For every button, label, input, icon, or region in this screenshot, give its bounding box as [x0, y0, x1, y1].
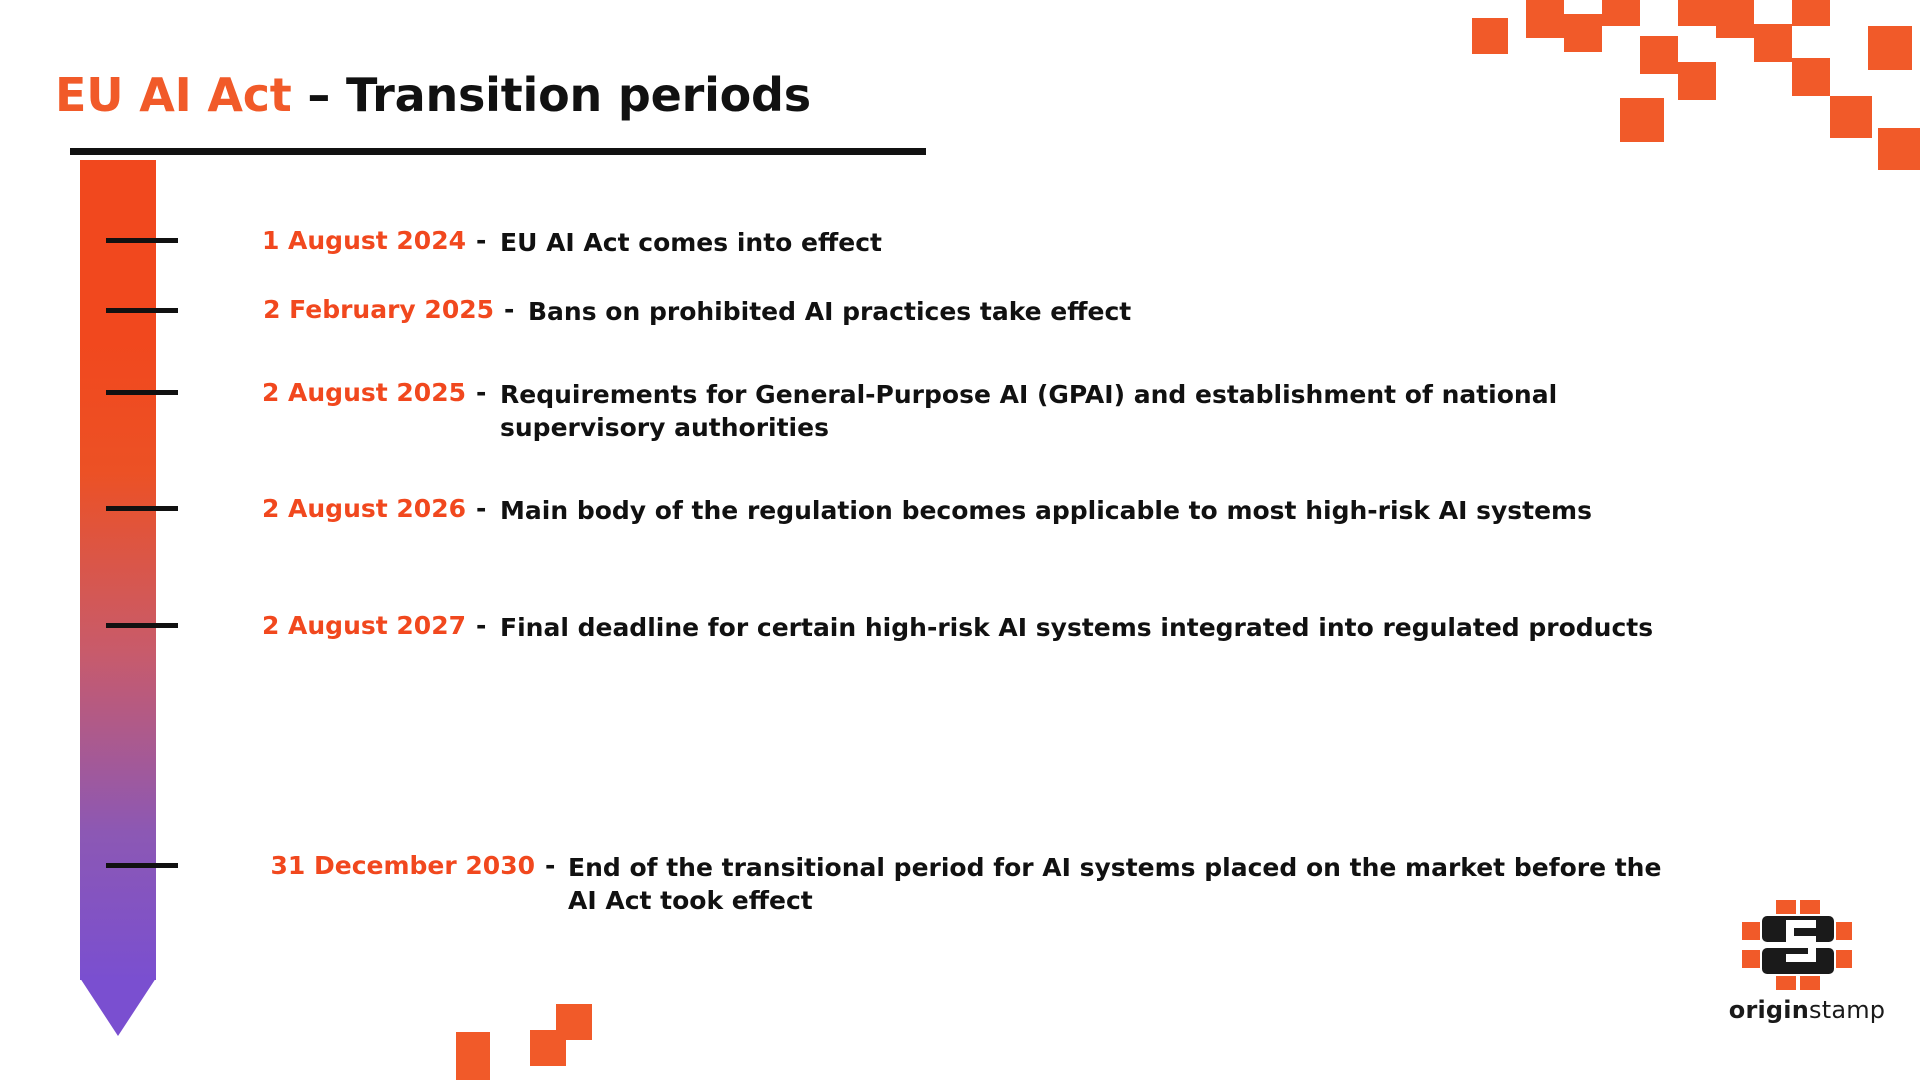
timeline-item-description: EU AI Act comes into effect: [500, 228, 882, 257]
timeline-item-separator: -: [476, 226, 487, 255]
timeline-item-description: Requirements for General-Purpose AI (GPAI) and establishment of national supervisory authorities: [500, 380, 1558, 442]
timeline-item-separator: -: [545, 851, 556, 880]
timeline-item-separator: -: [476, 611, 487, 640]
timeline-item-separator: -: [476, 494, 487, 523]
timeline-item-date: 2 February 2025: [263, 295, 494, 324]
timeline-item-description: Main body of the regulation becomes applicable to most high-risk AI systems: [500, 496, 1592, 525]
originstamp-logo-icon: [1742, 900, 1852, 992]
timeline-item-date: 31 December 2030: [270, 851, 535, 880]
brand-name: [1712, 996, 1902, 1024]
timeline-item-date: 2 August 2025: [261, 378, 466, 407]
timeline-item-date: 1 August 2024: [261, 226, 466, 255]
timeline-item-separator: -: [476, 378, 487, 407]
timeline-item-description: Final deadline for certain high-risk AI systems integrated into regulated products: [500, 613, 1654, 642]
timeline-item-description: End of the transitional period for AI systems placed on the market before the AI Act took effect: [568, 853, 1662, 915]
timeline-item-date: 2 August 2026: [261, 494, 466, 523]
brand-name-light: stamp: [1809, 996, 1886, 1024]
brand-name-bold: origin: [1728, 996, 1809, 1024]
timeline-item-description: Bans on prohibited AI practices take effect: [528, 297, 1132, 326]
timeline-item-separator: -: [504, 295, 515, 324]
brand-logo: [1712, 900, 1902, 1030]
page-title-accent: EU AI Act: [55, 68, 292, 122]
page-title-rest: – Transition periods: [291, 68, 811, 122]
timeline-item-date: 2 August 2027: [261, 611, 466, 640]
